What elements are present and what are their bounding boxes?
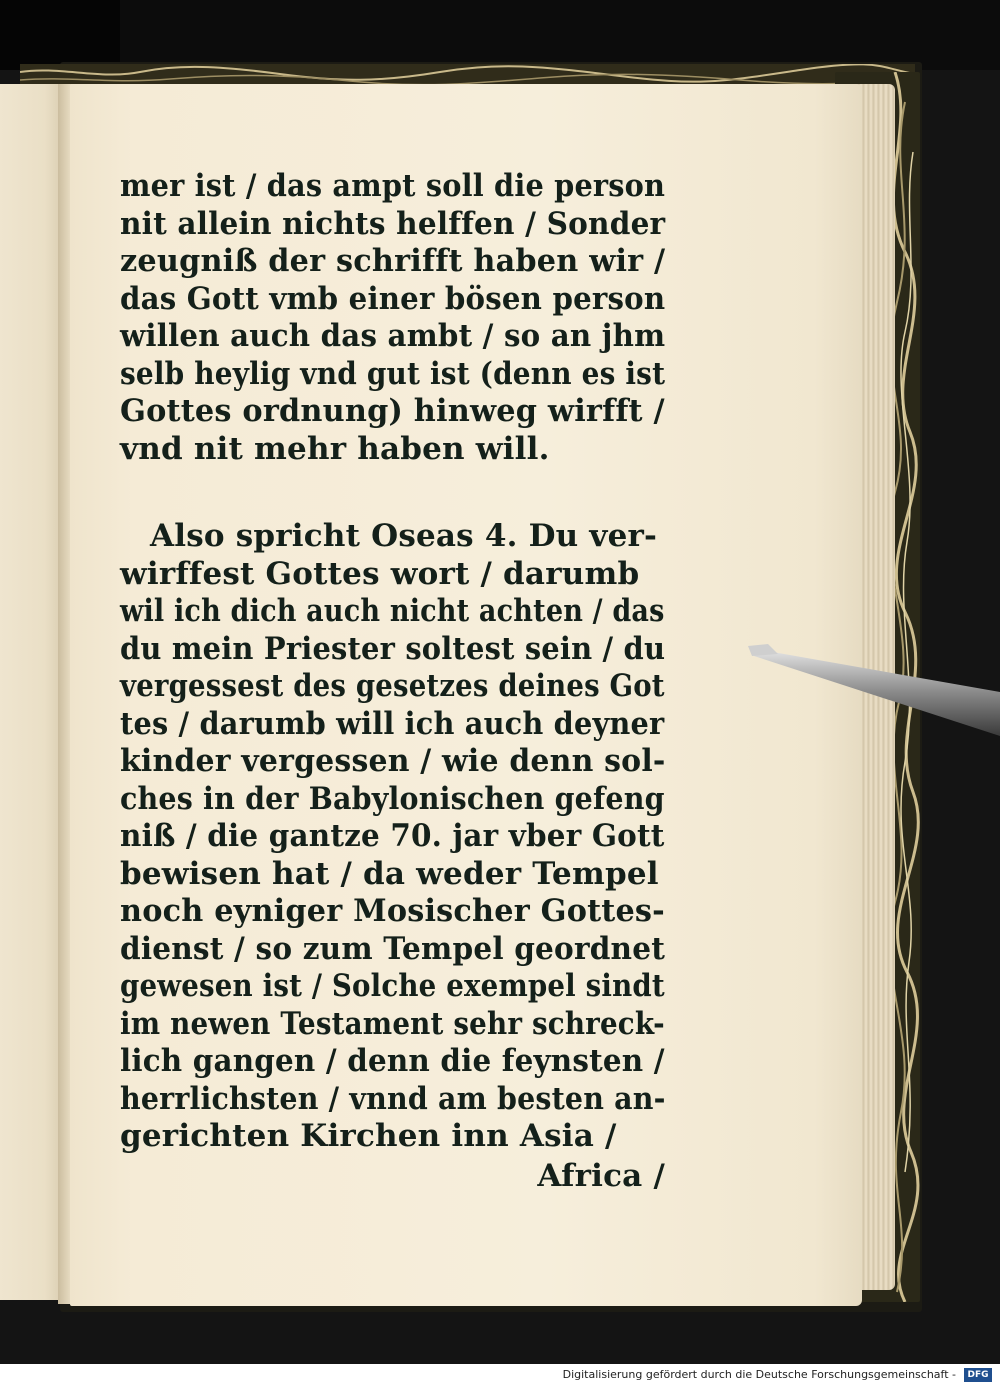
catchword-line	[120, 1156, 665, 1196]
text-line	[120, 556, 665, 594]
text-line	[120, 743, 665, 781]
text-line-content: selb heylig vnd gut ist (denn es ist	[120, 355, 666, 392]
text-line	[120, 431, 665, 469]
text-line	[120, 1081, 665, 1119]
text-line	[120, 781, 665, 819]
page-text-block	[120, 168, 665, 1196]
text-line-content: herrlichsten / vnnd am besten an-	[120, 1080, 666, 1117]
text-line	[120, 968, 665, 1006]
text-line-content: dienst / so zum Tempel geordnet	[120, 930, 666, 967]
catchword: Africa /	[537, 1157, 665, 1194]
text-line-content: mer ist / das ampt soll die person	[120, 168, 666, 204]
text-line	[120, 706, 665, 744]
text-line-content: wil ich dich auch nicht achten / das	[120, 593, 665, 629]
text-line-content: im newen Testament sehr schreck-	[120, 1005, 665, 1042]
text-line	[120, 856, 665, 894]
text-line	[120, 243, 665, 281]
text-line-content: niß / die gantze 70. jar vber Gott	[120, 818, 665, 854]
text-line	[120, 393, 665, 431]
text-line-content: gewesen ist / Solche exempel sindt	[120, 968, 665, 1004]
text-line-content: das Gott vmb einer bösen person	[120, 280, 666, 317]
pointer-stick-icon	[748, 640, 1000, 750]
text-line	[120, 1043, 665, 1081]
text-line-content: nit allein nichts helffen / Sonder	[120, 205, 666, 242]
text-line-content: noch eyniger Mosischer Gottes-	[120, 893, 665, 929]
paragraph-gap	[120, 468, 665, 518]
text-line	[120, 1006, 665, 1044]
marble-pattern-top	[20, 64, 915, 86]
left-page	[0, 84, 64, 1300]
text-line-content: vnd nit mehr haben will.	[120, 430, 550, 467]
text-line	[120, 168, 665, 206]
top-background	[0, 0, 1000, 70]
text-line	[120, 356, 665, 394]
text-line	[120, 206, 665, 244]
text-line-content: Also spricht Oseas 4. Du ver-	[150, 518, 658, 554]
footer-bar	[0, 1364, 1000, 1386]
footer-credit: Digitalisierung gefördert durch die Deutsche Forschungsgemeinschaft -	[562, 1368, 956, 1381]
text-line	[120, 818, 665, 856]
text-line	[120, 631, 665, 669]
text-line-content: wirffest Gottes wort / darumb	[120, 555, 640, 592]
text-line-content: kinder vergessen / wie denn sol-	[120, 743, 666, 779]
text-line	[120, 593, 665, 631]
dfg-logo: DFG	[964, 1368, 992, 1382]
text-line-content: ches in der Babylonischen gefeng	[120, 780, 665, 817]
text-line	[120, 1118, 665, 1156]
marbled-board-top	[20, 64, 915, 86]
text-line-content: lich gangen / denn die feynsten /	[120, 1043, 665, 1079]
text-line-content: tes / darumb will ich auch deyner	[120, 705, 665, 742]
text-line-content: vergessest des gesetzes deines Got	[120, 668, 665, 704]
text-line	[120, 931, 665, 969]
text-line-content: du mein Priester soltest sein / du	[120, 630, 666, 667]
text-line	[120, 668, 665, 706]
text-line-content: gerichten Kirchen inn Asia /	[120, 1118, 617, 1154]
text-line	[120, 281, 665, 319]
text-line-content: bewisen hat / da weder Tempel	[120, 855, 659, 892]
text-line-content: Gottes ordnung) hinweg wirfft /	[120, 393, 665, 429]
top-shadow	[0, 0, 120, 70]
text-line	[120, 518, 665, 556]
text-line-content: zeugniß der schrifft haben wir /	[120, 243, 666, 279]
text-line-content: willen auch das ambt / so an jhm	[120, 318, 666, 354]
text-line	[120, 318, 665, 356]
text-line	[120, 893, 665, 931]
